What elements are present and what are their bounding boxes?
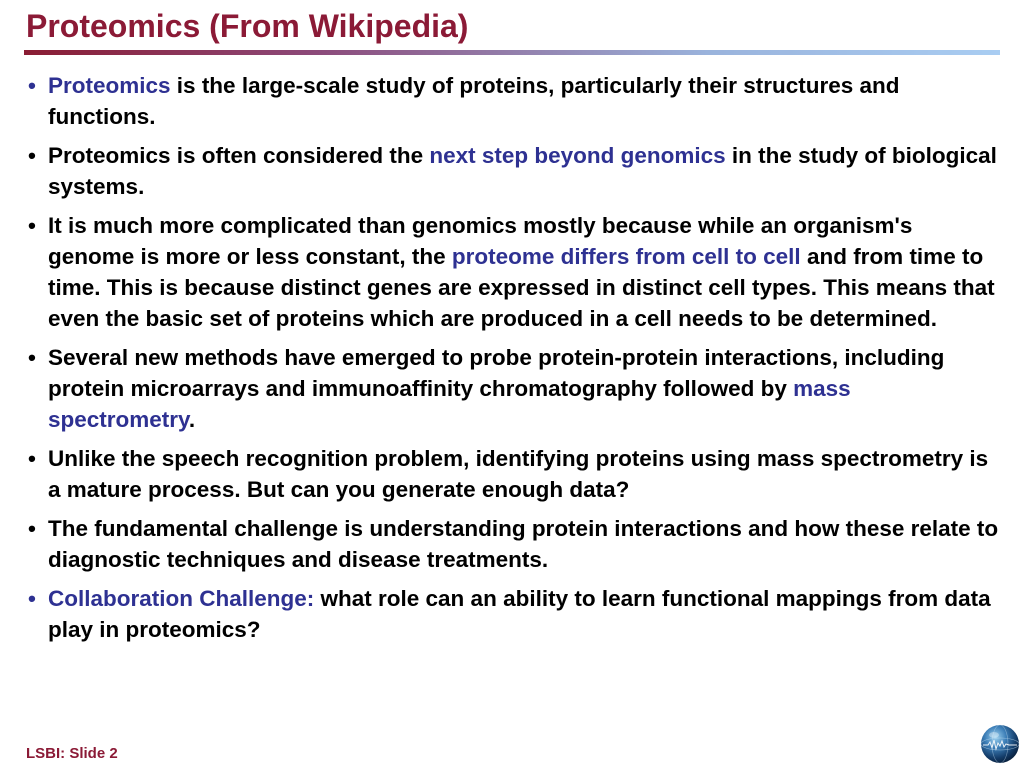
- bullet-item: [28, 443, 1003, 505]
- bullet-marker: •: [28, 586, 36, 611]
- bullet-text: Proteomics is often considered the: [48, 143, 430, 168]
- bullet-item: [28, 70, 1003, 132]
- bullet-marker: •: [28, 73, 36, 98]
- globe-icon: [980, 724, 1020, 764]
- highlighted-term: Proteomics: [48, 73, 171, 98]
- bullet-list: [28, 70, 1003, 653]
- bullet-item: [28, 210, 1003, 334]
- bullet-item: [28, 513, 1003, 575]
- bullet-text: Unlike the speech recognition problem, identifying proteins using mass spectrometry is a mature process. But can you generate enough data?: [48, 446, 989, 502]
- bullet-text: is the large-scale study of proteins, particularly their structures and functions.: [48, 73, 900, 129]
- bullet-marker: •: [28, 446, 36, 471]
- highlighted-term: next step beyond genomics: [429, 143, 726, 168]
- bullet-marker: •: [28, 345, 36, 370]
- title-divider: [24, 50, 1000, 55]
- bullet-item: [28, 140, 1003, 202]
- slide-title: Proteomics (From Wikipedia): [26, 8, 469, 44]
- highlighted-term: mass spectrometry: [48, 376, 851, 432]
- bullet-marker: •: [28, 213, 36, 238]
- bullet-marker: •: [28, 516, 36, 541]
- highlighted-term: proteome differs from cell to cell: [451, 244, 801, 269]
- bullet-item: [28, 583, 1003, 645]
- bullet-text: .: [188, 407, 196, 432]
- slide-number-label: LSBI: Slide 2: [26, 745, 118, 762]
- bullet-text: Several new methods have emerged to probe protein-protein interactions, including protein microarrays and immunoaffinity chromatography followed by: [48, 345, 945, 401]
- bullet-item: [28, 342, 1003, 435]
- bullet-text: It is much more complicated than genomics mostly because while an organism's genome is more or less constant, the: [48, 213, 913, 269]
- bullet-text: in the study of biological systems.: [48, 143, 997, 199]
- bullet-marker: •: [28, 143, 36, 168]
- bullet-text: and from time to time. This is because distinct genes are expressed in distinct cell types. This means that even the basic set of proteins which are produced in a cell needs to be determined.: [48, 244, 995, 331]
- bullet-text: The fundamental challenge is understanding protein interactions and how these relate to diagnostic techniques and disease treatments.: [48, 516, 999, 572]
- highlighted-term: Collaboration Challenge:: [48, 586, 315, 611]
- bullet-text: what role can an ability to learn functional mappings from data play in proteomics?: [48, 586, 991, 642]
